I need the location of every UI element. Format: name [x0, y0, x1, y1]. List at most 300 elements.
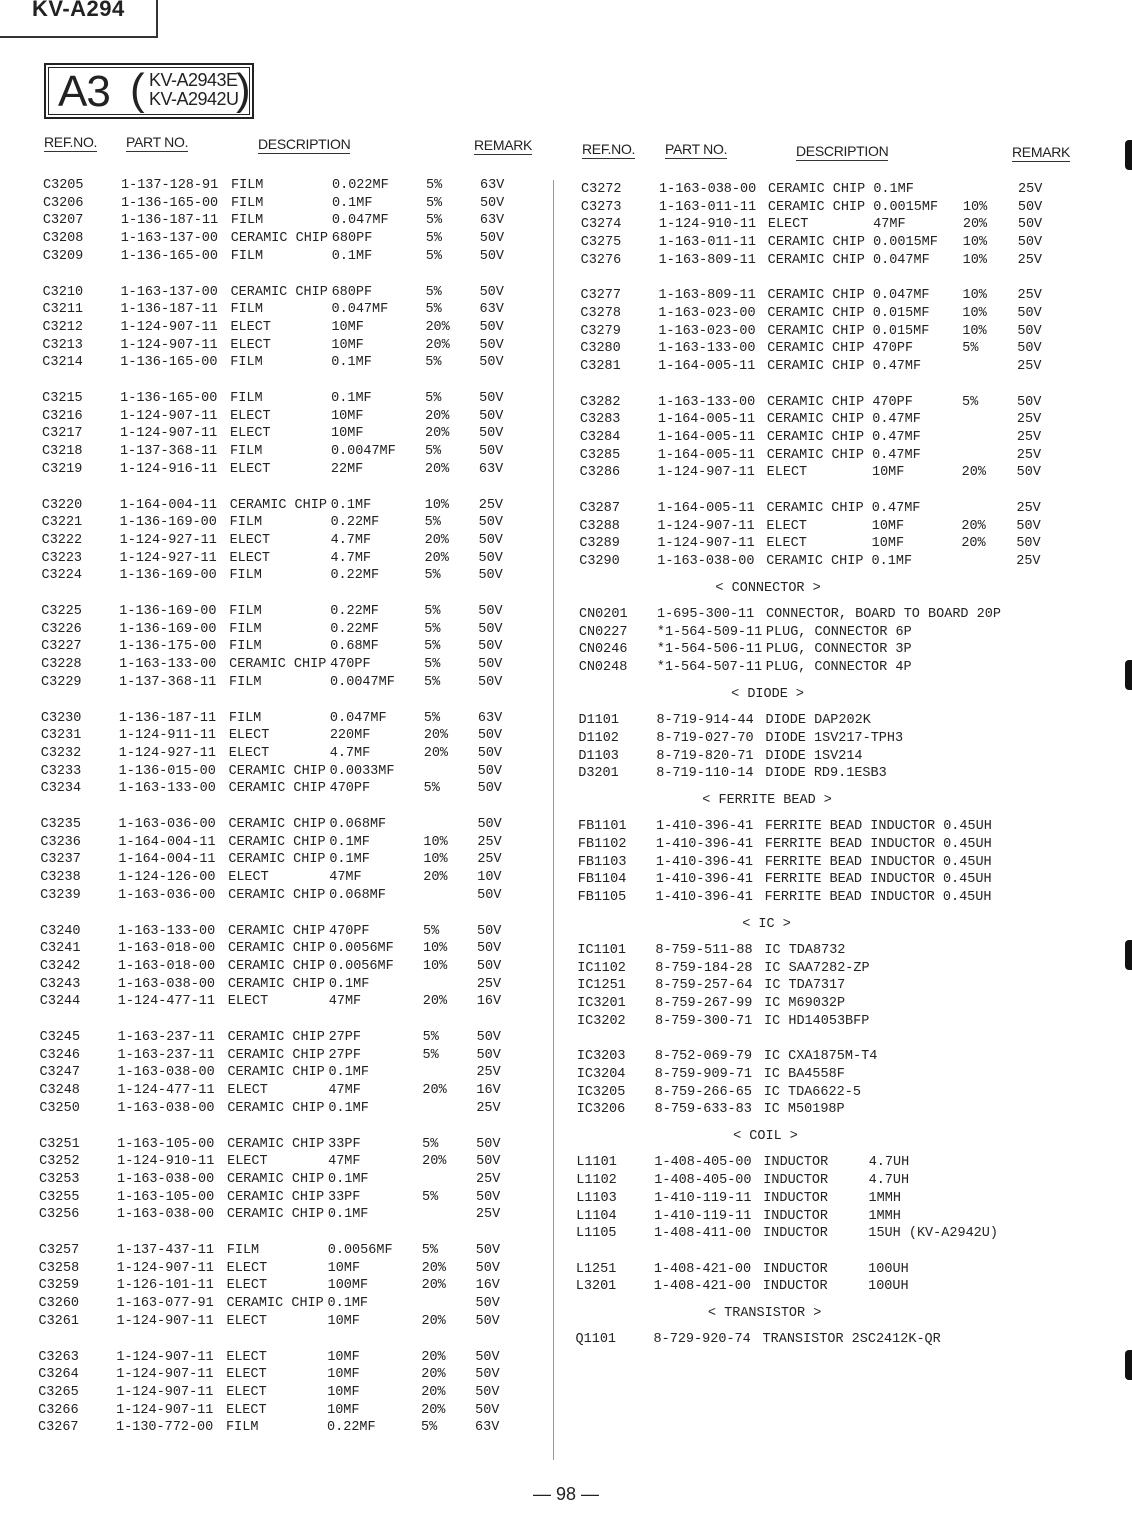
cell-voltage: 50V [479, 231, 505, 247]
cell-type: FILM [229, 621, 262, 637]
cell-description: ELECT 10MF [766, 465, 905, 481]
cell-tol: 5% [425, 284, 442, 300]
cell-voltage: 50V [475, 1367, 500, 1383]
cell-voltage: 50V [478, 515, 503, 531]
cell-voltage: 25V [478, 497, 504, 513]
cell-type: FILM [230, 248, 264, 264]
cell-type: CERAMIC CHIP [227, 1136, 325, 1152]
cell-voltage: 50V [476, 1154, 501, 1170]
cell-part: 1-136-169-00 [119, 621, 217, 637]
cell-value: 10MF [327, 1260, 361, 1276]
cell-tol: 20% [424, 550, 449, 566]
cell-type: CERAMIC CHIP [227, 958, 326, 974]
cell-voltage: 25V [1016, 447, 1042, 463]
cell-type: FILM [226, 1243, 260, 1258]
cell-part: 8-719-820-71 [656, 748, 754, 764]
cell-type: FILM [230, 302, 263, 318]
cell-description: CERAMIC CHIP 0.47MF [766, 412, 921, 428]
cell-ref: C3256 [38, 1207, 80, 1223]
cell-tol: 5% [424, 604, 441, 619]
cell-value: 0.068MF [329, 817, 387, 832]
cell-ref: C3206 [42, 195, 84, 211]
cell-value: 0.1MF [327, 1296, 369, 1312]
cell-ref: C3222 [41, 532, 83, 548]
cell-voltage: 50V [476, 1030, 501, 1045]
cell-voltage: 50V [475, 1189, 501, 1205]
cell-tol: 5% [424, 515, 441, 531]
cell-description: INDUCTOR 100UH [762, 1261, 909, 1277]
cell-tol: 10% [962, 252, 987, 268]
cell-tol: 5% [962, 341, 979, 357]
cell-part: 1-410-396-41 [655, 836, 754, 852]
cell-tol: 20% [961, 536, 986, 552]
cell-voltage: 50V [479, 391, 504, 406]
cell-ref: C3235 [40, 817, 81, 832]
cell-ref: C3261 [38, 1313, 79, 1329]
cell-type: ELECT [230, 426, 271, 442]
cell-voltage: 50V [478, 604, 503, 619]
cell-description: DIODE RD9.1ESB3 [765, 766, 887, 782]
cell-value: 0.1MF [331, 195, 373, 211]
cell-voltage: 50V [479, 319, 504, 335]
cell-ref: C3277 [580, 288, 622, 304]
cell-part: 1-164-005-11 [658, 359, 756, 375]
cell-part: 1-124-907-11 [120, 319, 218, 335]
cell-part: 1-136-165-00 [120, 248, 218, 264]
cell-part: 1-695-300-11 [656, 607, 755, 622]
cell-voltage: 25V [476, 1100, 501, 1116]
cell-part: 1-163-105-00 [116, 1189, 215, 1205]
cell-ref: IC1101 [577, 943, 626, 958]
cell-ref: D1101 [578, 713, 619, 729]
cell-type: FILM [231, 178, 264, 193]
table-row [0, 1101, 1076, 1119]
cell-part: 1-136-165-00 [120, 355, 218, 371]
cell-voltage: 63V [475, 1420, 500, 1436]
cell-ref: L1104 [576, 1208, 617, 1224]
cell-ref: C3237 [40, 852, 81, 868]
header-part-right: PART NO. [665, 141, 728, 157]
cell-ref: C3241 [39, 941, 81, 957]
cell-part: 1-136-169-00 [119, 604, 217, 619]
cell-tol: 20% [421, 1349, 446, 1365]
table-row [0, 234, 1080, 252]
cell-ref: IC3204 [576, 1067, 626, 1082]
cell-ref: C3282 [580, 394, 621, 410]
cell-tol: 5% [425, 302, 442, 318]
cell-ref: C3287 [579, 500, 620, 516]
cell-type: ELECT [230, 408, 271, 424]
cell-tol: 10% [424, 497, 450, 513]
table-row [0, 1136, 536, 1154]
cell-value: 0.0033MF [329, 763, 395, 779]
cell-tol: 20% [421, 1313, 446, 1329]
cell-description: IC SAA7282-ZP [764, 960, 870, 976]
cell-description: IC TDA8732 [764, 943, 846, 958]
cell-voltage: 25V [1016, 500, 1041, 516]
cell-voltage: 50V [478, 621, 503, 637]
cell-ref: C3259 [38, 1278, 80, 1294]
cell-part: 1-124-907-11 [116, 1402, 214, 1418]
cell-ref: IC1102 [577, 960, 626, 976]
cell-description: CERAMIC CHIP 0.0015MF [767, 235, 938, 251]
cell-part: 1-163-038-00 [116, 1207, 215, 1223]
table-row [0, 1242, 536, 1260]
cell-tol: 20% [422, 1154, 447, 1170]
cell-ref: C3245 [39, 1030, 81, 1045]
cell-type: CERAMIC CHIP [228, 817, 326, 832]
cell-ref: C3284 [579, 430, 621, 445]
cell-value: 10MF [327, 1349, 360, 1365]
cell-voltage: 25V [477, 852, 502, 868]
cell-value: 47MF [328, 1083, 361, 1099]
cell-tol: 10% [423, 834, 448, 850]
table-row [0, 216, 1080, 234]
section-heading: < TRANSISTOR > [707, 1305, 822, 1321]
cell-value: 0.1MF [329, 852, 370, 868]
cell-value: 0.1MF [328, 976, 370, 992]
cell-voltage: 50V [475, 1313, 500, 1329]
table-row [0, 1066, 1076, 1084]
cell-part: 1-163-077-91 [116, 1296, 214, 1312]
cell-description: FERRITE BEAD INDUCTOR 0.45UH [764, 836, 992, 852]
cell-voltage: 25V [1017, 288, 1042, 304]
cell-type: FILM [230, 213, 264, 229]
header-ref-right: REF.NO. [582, 141, 636, 157]
cell-type: ELECT [228, 728, 270, 744]
cell-ref: C3216 [42, 408, 83, 424]
cell-voltage: 25V [477, 834, 502, 850]
cell-type: CERAMIC CHIP [228, 834, 326, 850]
cell-description: INDUCTOR 1MMH [763, 1208, 901, 1224]
cell-ref: C3273 [580, 199, 622, 215]
cell-ref: C3251 [39, 1136, 80, 1152]
cell-ref: C3260 [38, 1296, 80, 1312]
cell-part: 1-136-169-00 [119, 515, 217, 531]
cell-tol: 20% [422, 1083, 447, 1099]
cell-ref: C3238 [40, 870, 81, 886]
cell-value: 10MF [331, 319, 364, 335]
cell-ref: C3213 [42, 337, 83, 353]
cell-type: CERAMIC CHIP [228, 887, 326, 903]
cell-voltage: 25V [1018, 182, 1043, 197]
cell-value: 47MF [328, 1154, 361, 1170]
cell-part: 1-164-004-11 [118, 852, 216, 868]
cell-ref: C3228 [41, 657, 82, 673]
cell-tol: 10% [423, 852, 448, 868]
cell-part: 1-164-004-11 [119, 497, 217, 513]
cell-tol: 5% [423, 923, 440, 939]
cell-type: CERAMIC CHIP [228, 763, 326, 779]
cell-value: 22MF [330, 461, 364, 477]
cell-voltage: 50V [477, 781, 502, 797]
cell-part: 1-163-038-00 [117, 1065, 215, 1081]
cell-tol: 5% [421, 1420, 438, 1436]
cell-ref: C3272 [581, 182, 622, 197]
cell-description: CERAMIC CHIP 0.1MF [768, 182, 914, 197]
cell-ref: C3218 [41, 444, 83, 460]
cell-part: 1-410-119-11 [654, 1208, 752, 1224]
cell-part: 1-408-421-00 [653, 1279, 751, 1295]
cell-part: 1-164-005-11 [657, 412, 756, 428]
table-row [0, 1313, 535, 1331]
cell-type: CERAMIC CHIP [227, 1065, 325, 1081]
cell-part: 1-408-405-00 [654, 1155, 752, 1171]
cell-type: ELECT [226, 1278, 268, 1294]
cell-type: ELECT [227, 1154, 268, 1170]
table-row [0, 1154, 1075, 1172]
cell-part: 8-759-633-83 [654, 1102, 752, 1118]
cell-part: 1-163-137-00 [120, 284, 218, 300]
cell-part: 1-163-011-11 [658, 199, 757, 215]
cell-part: 1-124-910-11 [117, 1154, 215, 1170]
cell-ref: C3220 [41, 497, 83, 513]
cell-type: CERAMIC CHIP [227, 1171, 325, 1187]
cell-part: 8-759-184-28 [655, 960, 753, 976]
cell-tol: 20% [424, 532, 449, 548]
cell-type: FILM [229, 515, 263, 531]
cell-ref: FB1102 [577, 836, 627, 852]
cell-description: INDUCTOR 100UH [762, 1279, 909, 1295]
cell-tol: 5% [425, 195, 443, 211]
cell-type: CERAMIC CHIP [226, 1296, 324, 1312]
cell-voltage: 50V [1017, 199, 1043, 215]
cell-ref: C3239 [40, 887, 81, 903]
cell-value: 47MF [328, 994, 362, 1010]
cell-tol: 5% [423, 710, 441, 726]
cell-ref: L1105 [576, 1226, 617, 1242]
cell-value: 220MF [329, 728, 371, 744]
cell-part: 1-130-772-00 [116, 1420, 214, 1436]
cell-part: *1-564-507-11 [656, 660, 763, 676]
cell-ref: C3207 [42, 213, 84, 229]
cell-ref: C3290 [579, 554, 620, 569]
cell-description: DIODE DAP202K [765, 713, 871, 729]
cell-tol: 20% [425, 319, 450, 335]
cell-type: ELECT [226, 1313, 267, 1329]
cell-ref: C3244 [39, 994, 81, 1010]
cell-tol: 20% [423, 728, 449, 744]
cell-tol: 10% [962, 306, 987, 321]
model-2: KV-A2942U [149, 89, 239, 109]
cell-ref: FB1103 [577, 854, 627, 870]
cell-part: 1-124-927-11 [118, 745, 216, 761]
cell-value: 27PF [328, 1030, 361, 1045]
cell-description: FERRITE BEAD INDUCTOR 0.45UH [764, 819, 992, 835]
cell-type: FILM [226, 1420, 259, 1436]
binding-mark [1125, 660, 1132, 690]
header-remark-left: REMARK [474, 137, 533, 153]
cell-description: CERAMIC CHIP 0.015MF [767, 306, 930, 321]
cell-tol: 5% [422, 1047, 439, 1063]
cell-voltage: 50V [478, 639, 503, 655]
cell-value: 0.0047MF [330, 444, 396, 460]
table-row [0, 748, 1077, 766]
cell-voltage: 50V [1017, 394, 1042, 410]
cell-tol: 20% [962, 217, 988, 233]
cell-description: INDUCTOR 1MMH [763, 1190, 901, 1206]
cell-tol: 20% [421, 1384, 446, 1400]
cell-ref: C3223 [41, 550, 83, 566]
cell-value: 10MF [331, 337, 364, 353]
cell-ref: FB1104 [577, 872, 627, 888]
table-row [0, 765, 1077, 783]
cell-value: 0.0056MF [327, 1243, 393, 1258]
cell-description: CERAMIC CHIP 0.47MF [766, 447, 921, 463]
cell-voltage: 50V [477, 745, 503, 761]
table-row [0, 1084, 1076, 1102]
table-row [0, 358, 1079, 376]
cell-voltage: 50V [479, 426, 504, 442]
cell-part: 1-136-165-00 [120, 391, 218, 406]
cell-value: 47MF [329, 870, 362, 886]
cell-tol: 5% [423, 781, 440, 797]
cell-ref: C3266 [38, 1402, 79, 1418]
cell-description: INDUCTOR 15UH (KV-A2942U) [763, 1226, 998, 1242]
cell-part: 1-137-368-11 [119, 674, 217, 690]
cell-ref: IC1251 [577, 978, 626, 994]
cell-description: DIODE 1SV217-TPH3 [765, 730, 904, 746]
cell-value: 10MF [327, 1313, 360, 1329]
cell-part: 8-719-027-70 [656, 730, 754, 746]
cell-part: 1-163-133-00 [658, 394, 756, 410]
cell-part: 1-124-907-11 [657, 536, 755, 552]
cell-part: 1-163-133-00 [658, 341, 756, 357]
cell-tol: 5% [422, 1136, 439, 1152]
open-paren: ( [130, 65, 145, 114]
cell-ref: Q1101 [575, 1332, 617, 1348]
cell-part: 1-163-809-11 [658, 288, 756, 304]
cell-tol: 20% [961, 465, 986, 481]
cell-tol: 5% [425, 213, 443, 229]
table-row [0, 1278, 1075, 1296]
table-row [0, 1225, 1075, 1243]
cell-voltage: 50V [475, 1296, 500, 1312]
cell-description: PLUG, CONNECTOR 3P [765, 642, 912, 658]
cell-voltage: 50V [475, 1349, 500, 1365]
table-row [0, 535, 1078, 553]
cell-part: 1-163-137-00 [120, 231, 219, 247]
table-row [0, 1172, 1075, 1190]
cell-tol: 5% [426, 178, 443, 193]
cell-type: FILM [228, 710, 262, 726]
cell-ref: C3215 [42, 391, 83, 406]
cell-voltage: 50V [475, 1402, 500, 1418]
cell-part: 1-410-396-41 [655, 890, 753, 905]
cell-part: 1-136-015-00 [118, 763, 216, 779]
cell-type: CERAMIC CHIP [227, 976, 326, 992]
cell-tol: 20% [421, 1260, 446, 1276]
table-row [0, 1048, 1076, 1066]
table-row [0, 624, 1078, 642]
cell-ref: C3212 [42, 319, 83, 335]
table-row [0, 1402, 535, 1420]
cell-ref: C3276 [580, 252, 622, 268]
cell-ref: C3286 [579, 465, 621, 481]
cell-ref: C3279 [580, 323, 621, 339]
cell-part: 1-163-038-00 [117, 976, 216, 992]
cell-description: CERAMIC CHIP 0.047MF [767, 252, 930, 268]
cell-part: 1-163-036-00 [118, 817, 216, 832]
cell-part: 1-124-907-11 [120, 408, 218, 424]
cell-type: ELECT [226, 1260, 268, 1276]
cell-voltage: 50V [479, 248, 505, 264]
cell-value: 0.1MF [331, 391, 372, 406]
cell-part: 1-124-477-11 [117, 994, 215, 1010]
cell-description: CERAMIC CHIP 470PF [767, 394, 913, 410]
table-row [0, 1190, 1075, 1208]
cell-voltage: 50V [479, 337, 504, 353]
cell-voltage: 50V [479, 284, 504, 300]
cell-ref: D1103 [578, 748, 619, 764]
cell-tol: 20% [421, 1367, 446, 1383]
cell-part: 1-163-023-00 [658, 323, 756, 339]
cell-voltage: 25V [1016, 430, 1042, 445]
cell-ref: C3231 [40, 728, 82, 744]
cell-value: 0.0047MF [330, 674, 395, 690]
cell-part: 1-163-038-00 [659, 182, 757, 197]
table-row [0, 712, 1077, 730]
cell-description: CERAMIC CHIP 470PF [767, 341, 914, 357]
table-row [0, 871, 1077, 889]
cell-voltage: 50V [1017, 235, 1043, 251]
cell-description: ELECT 10MF [766, 518, 905, 534]
cell-description: ELECT 47MF [767, 217, 906, 233]
cell-value: 4.7MF [330, 550, 372, 566]
cell-voltage: 50V [1016, 465, 1041, 481]
close-paren: ) [236, 65, 251, 114]
cell-value: 680PF [331, 231, 373, 247]
cell-description: CERAMIC CHIP 0.1MF [766, 554, 913, 569]
cell-description: IC M50198P [763, 1102, 845, 1118]
cell-value: 0.1MF [328, 1100, 369, 1116]
cell-part: 1-124-907-11 [120, 426, 218, 442]
cell-part: 1-124-911-11 [118, 728, 217, 744]
cell-voltage: 25V [476, 1171, 501, 1187]
cell-part: 1-163-105-00 [117, 1136, 215, 1152]
cell-description: FERRITE BEAD INDUCTOR 0.45UH [764, 854, 992, 870]
cell-ref: C3221 [41, 515, 83, 531]
cell-value: 470PF [329, 923, 370, 939]
cell-voltage: 50V [479, 355, 504, 371]
cell-part: 1-124-927-11 [119, 550, 217, 566]
section-heading: < CONNECTOR > [715, 580, 821, 596]
cell-value: 0.1MF [328, 1065, 369, 1081]
cell-description: IC HD14053BFP [764, 1013, 870, 1029]
cell-type: ELECT [229, 550, 271, 566]
cell-voltage: 50V [476, 958, 502, 974]
table-row [0, 340, 1079, 358]
section-box [44, 63, 254, 119]
cell-part: 1-136-187-11 [118, 710, 217, 726]
cell-voltage: 50V [476, 1047, 501, 1063]
cell-type: CERAMIC CHIP [230, 284, 328, 300]
cell-tol: 5% [424, 621, 441, 637]
cell-voltage: 50V [477, 763, 502, 779]
cell-ref: C3242 [39, 958, 81, 974]
cell-tol: 5% [425, 391, 442, 406]
cell-part: 8-752-069-79 [654, 1049, 753, 1065]
cell-tol: 5% [962, 394, 979, 410]
cell-part: 1-410-396-41 [655, 819, 754, 835]
cell-ref: L3201 [575, 1279, 617, 1295]
cell-voltage: 50V [1016, 536, 1041, 552]
cell-value: 0.1MF [331, 248, 373, 264]
cell-part: 8-759-909-71 [654, 1067, 753, 1082]
cell-ref: C3234 [40, 781, 82, 797]
cell-ref: C3227 [41, 639, 82, 655]
cell-voltage: 50V [1016, 518, 1041, 534]
